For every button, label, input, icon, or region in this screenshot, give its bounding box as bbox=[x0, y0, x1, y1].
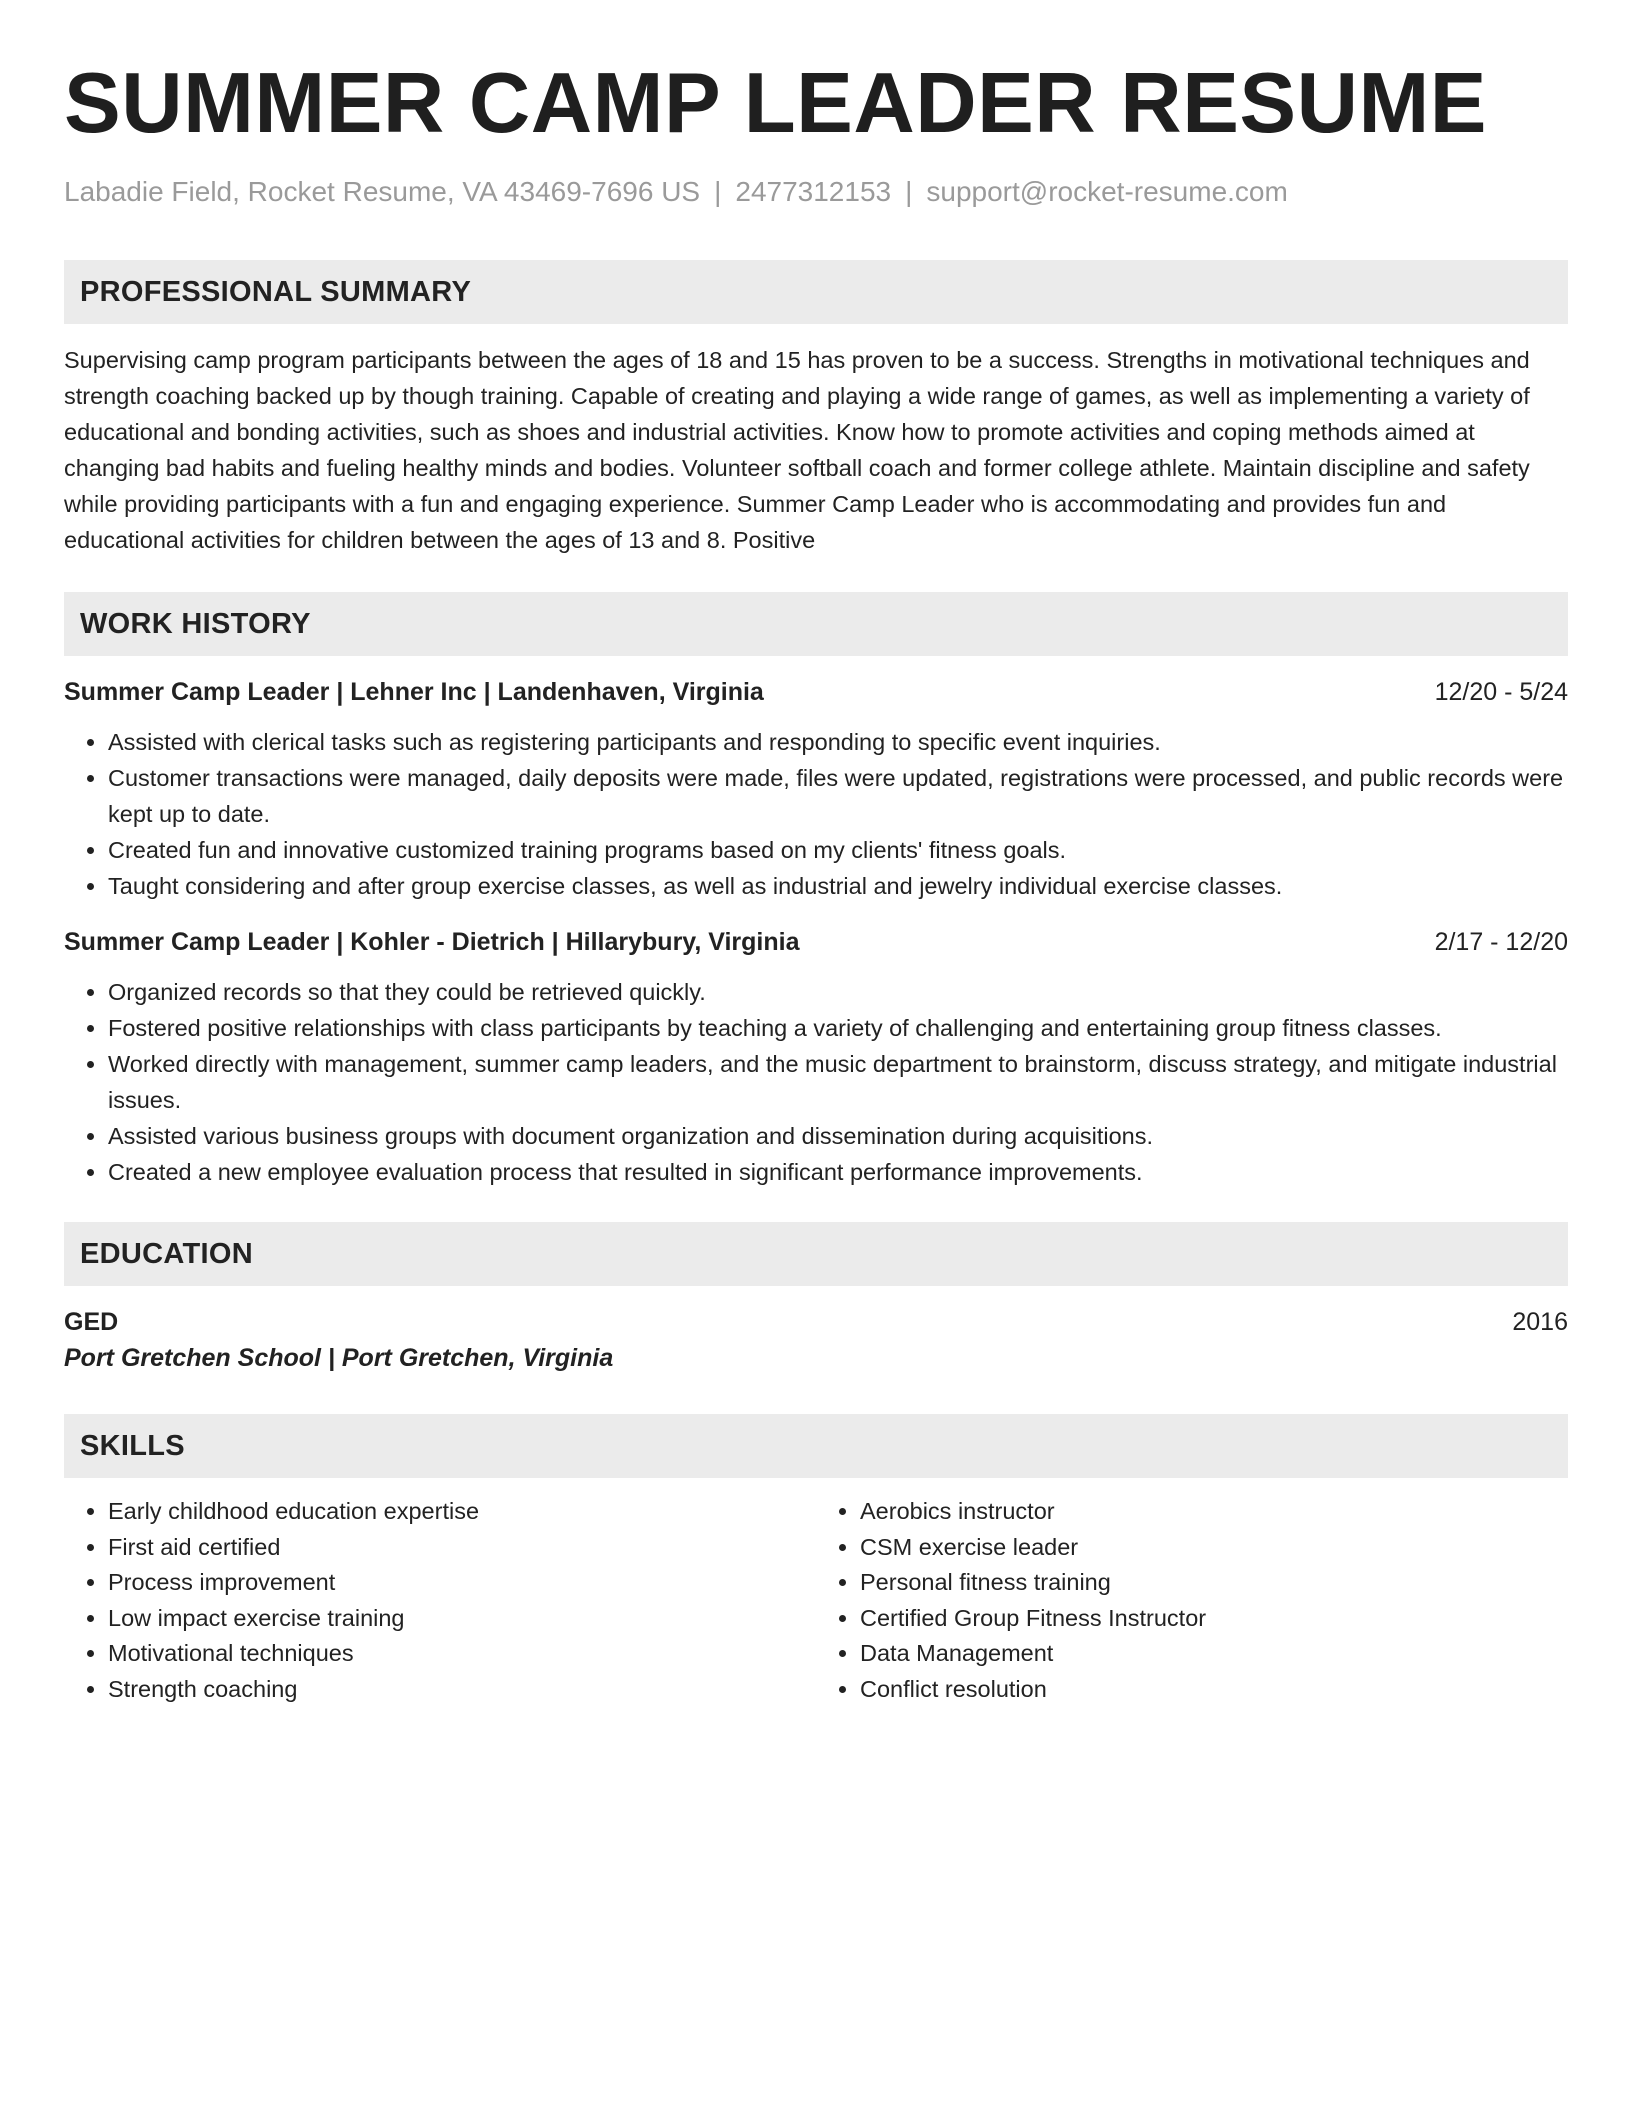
summary-text: Supervising camp program participants between the ages of 18 and 15 has proven to be a success. Strengths in motivational techniques and strength coaching backed up by though training. Capable of creating and playing a wide range of games, as well as implementing a variety of educational and bonding activities, such as shoes and industrial activities. Know how to promote activities and coping methods aimed at changing bad habits and fueling healthy minds and bodies. Volunteer softball coach and former college athlete. Maintain discipline and safety while providing participants with a fun and engaging experience. Summer Camp Leader who is accommodating and provides fun and educational activities for children between the ages of 13 and 8. Positive bbox=[64, 347, 1530, 553]
job-bullet: • Customer transactions were managed, daily deposits were made, files were updated, registrations were processed, and public records were kept up to date. bbox=[108, 760, 1568, 832]
education-header bbox=[64, 1304, 1568, 1340]
job-header bbox=[64, 924, 1568, 960]
contact-email: support@rocket-resume.com bbox=[926, 176, 1288, 207]
job-title: Summer Camp Leader | Lehner Inc | Landenhaven, Virginia bbox=[64, 678, 764, 706]
job-dates: 12/20 - 5/24 bbox=[1434, 678, 1568, 706]
skills-column-left bbox=[64, 1494, 816, 1707]
job-bullet: • Created a new employee evaluation process that resulted in significant performance improvements. bbox=[108, 1154, 1568, 1190]
job-bullet: • Assisted various business groups with document organization and dissemination during acquisitions. bbox=[108, 1118, 1568, 1154]
section-heading: WORK HISTORY bbox=[80, 607, 311, 640]
job-bullet: • Taught considering and after group exercise classes, as well as industrial and jewelry individual exercise classes. bbox=[108, 868, 1568, 904]
job-dates: 2/17 - 12/20 bbox=[1434, 928, 1568, 956]
job-bullet: • Worked directly with management, summer camp leaders, and the music department to brainstorm, discuss strategy, and mitigate industrial issues. bbox=[108, 1046, 1568, 1118]
skills-list bbox=[64, 1494, 1568, 1707]
skill-item: • Low impact exercise training bbox=[108, 1601, 816, 1637]
education-degree: GED bbox=[64, 1308, 119, 1336]
resume-title: SUMMER CAMP LEADER RESUME bbox=[64, 56, 1487, 151]
job-bullet: • Organized records so that they could be retrieved quickly. bbox=[108, 974, 1568, 1010]
section-heading: PROFESSIONAL SUMMARY bbox=[80, 275, 472, 308]
section-header-skills bbox=[64, 1414, 1568, 1478]
job-title: Summer Camp Leader | Kohler - Dietrich | Hillarybury, Virginia bbox=[64, 928, 800, 956]
job-bullets bbox=[64, 974, 1568, 1190]
contact-address: Labadie Field, Rocket Resume, VA 43469-7696 US bbox=[64, 176, 701, 207]
contact-separator: | bbox=[714, 176, 722, 207]
skill-item: • First aid certified bbox=[108, 1530, 816, 1566]
education-school: Port Gretchen School | Port Gretchen, Virginia bbox=[64, 1344, 614, 1372]
job-header bbox=[64, 674, 1568, 710]
skill-item: • Data Management bbox=[860, 1636, 1568, 1672]
education-year: 2016 bbox=[1512, 1308, 1568, 1336]
skill-item: • CSM exercise leader bbox=[860, 1530, 1568, 1566]
skill-item: • Aerobics instructor bbox=[860, 1494, 1568, 1530]
skill-item: • Certified Group Fitness Instructor bbox=[860, 1601, 1568, 1637]
skill-item: • Conflict resolution bbox=[860, 1672, 1568, 1708]
skill-item: • Early childhood education expertise bbox=[108, 1494, 816, 1530]
section-heading: SKILLS bbox=[80, 1429, 185, 1462]
job-bullet: • Created fun and innovative customized training programs based on my clients' fitness goals. bbox=[108, 832, 1568, 868]
job-entry bbox=[64, 924, 1568, 1190]
section-heading: EDUCATION bbox=[80, 1237, 253, 1270]
job-bullets bbox=[64, 724, 1568, 904]
skill-item: • Personal fitness training bbox=[860, 1565, 1568, 1601]
contact-separator: | bbox=[905, 176, 913, 207]
section-header-work-history bbox=[64, 592, 1568, 656]
job-entry bbox=[64, 674, 1568, 904]
job-bullet: • Fostered positive relationships with class participants by teaching a variety of challenging and entertaining group fitness classes. bbox=[108, 1010, 1568, 1046]
section-header-summary bbox=[64, 260, 1568, 324]
skill-item: • Strength coaching bbox=[108, 1672, 816, 1708]
contact-line bbox=[64, 174, 1568, 210]
skill-item: • Motivational techniques bbox=[108, 1636, 816, 1672]
skill-item: • Process improvement bbox=[108, 1565, 816, 1601]
job-bullet: • Assisted with clerical tasks such as registering participants and responding to specific event inquiries. bbox=[108, 724, 1568, 760]
contact-phone: 2477312153 bbox=[735, 176, 892, 207]
section-header-education bbox=[64, 1222, 1568, 1286]
skills-column-right bbox=[816, 1494, 1568, 1707]
